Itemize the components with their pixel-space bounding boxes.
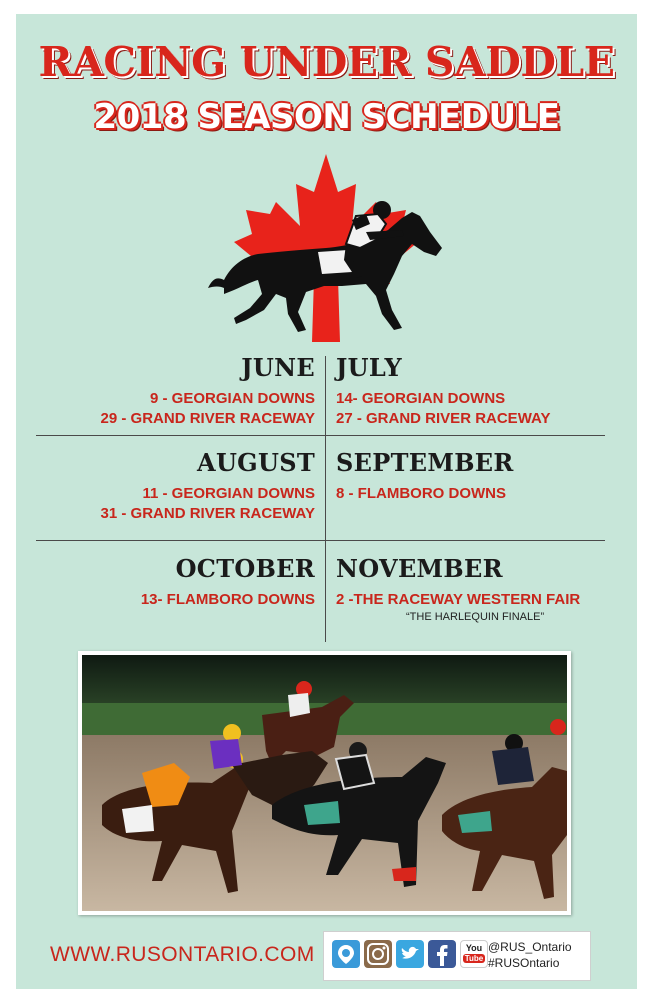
youtube-wordmark-bottom: Tube bbox=[464, 954, 484, 963]
race-date: 9 - GEORGIAN DOWNS bbox=[149, 390, 315, 407]
month-block-june bbox=[101, 353, 315, 429]
facebook-icon[interactable] bbox=[428, 940, 456, 968]
race-date: 11 - GEORGIAN DOWNS bbox=[142, 485, 315, 502]
website-link[interactable]: WWW.RUSONTARIO.COM bbox=[50, 943, 315, 966]
race-date: 29 - GRAND RIVER RACEWAY bbox=[100, 410, 315, 427]
hashtag[interactable]: #RUSOntario bbox=[488, 956, 560, 970]
maple-leaf-horse-jockey-icon bbox=[206, 152, 446, 347]
race-date: 14- GEORGIAN DOWNS bbox=[336, 390, 506, 407]
race-date: 31 - GRAND RIVER RACEWAY bbox=[100, 505, 315, 522]
race-date: 2 -THE RACEWAY WESTERN FAIR bbox=[336, 591, 581, 608]
instagram-icon[interactable] bbox=[364, 940, 392, 968]
month-block-july bbox=[336, 353, 550, 429]
main-title: RACING UNDER SADDLE bbox=[38, 38, 615, 86]
schedule-divider-vertical bbox=[325, 356, 326, 642]
month-block-september bbox=[336, 448, 514, 504]
month-block-october bbox=[141, 554, 315, 610]
month-heading: OCTOBER bbox=[175, 554, 315, 583]
race-date: 8 - FLAMBORO DOWNS bbox=[336, 485, 506, 502]
twitter-handle[interactable]: @RUS_Ontario bbox=[488, 940, 572, 954]
youtube-wordmark-top: You bbox=[465, 943, 483, 953]
month-heading: JUNE bbox=[241, 353, 315, 382]
youtube-icon[interactable] bbox=[460, 940, 488, 968]
month-heading: NOVEMBER bbox=[336, 554, 503, 583]
horse-race-photo bbox=[78, 651, 571, 915]
social-media-bar bbox=[323, 931, 591, 981]
race-date: 13- FLAMBORO DOWNS bbox=[140, 591, 315, 608]
race-date: 27 - GRAND RIVER RACEWAY bbox=[336, 410, 551, 427]
month-heading: JULY bbox=[336, 353, 402, 382]
month-block-august bbox=[101, 448, 315, 524]
schedule-divider-horizontal bbox=[36, 540, 605, 541]
month-heading: SEPTEMBER bbox=[336, 448, 514, 477]
twitter-icon[interactable] bbox=[396, 940, 424, 968]
poster bbox=[16, 14, 637, 989]
month-block-november bbox=[336, 554, 580, 623]
schedule-divider-horizontal bbox=[36, 435, 605, 436]
race-scene bbox=[82, 655, 567, 911]
month-heading: AUGUST bbox=[197, 448, 315, 477]
periscope-icon[interactable] bbox=[332, 940, 360, 968]
finale-note: “THE HARLEQUIN FINALE” bbox=[406, 611, 545, 623]
season-subtitle: 2018 SEASON SCHEDULE bbox=[93, 97, 560, 137]
